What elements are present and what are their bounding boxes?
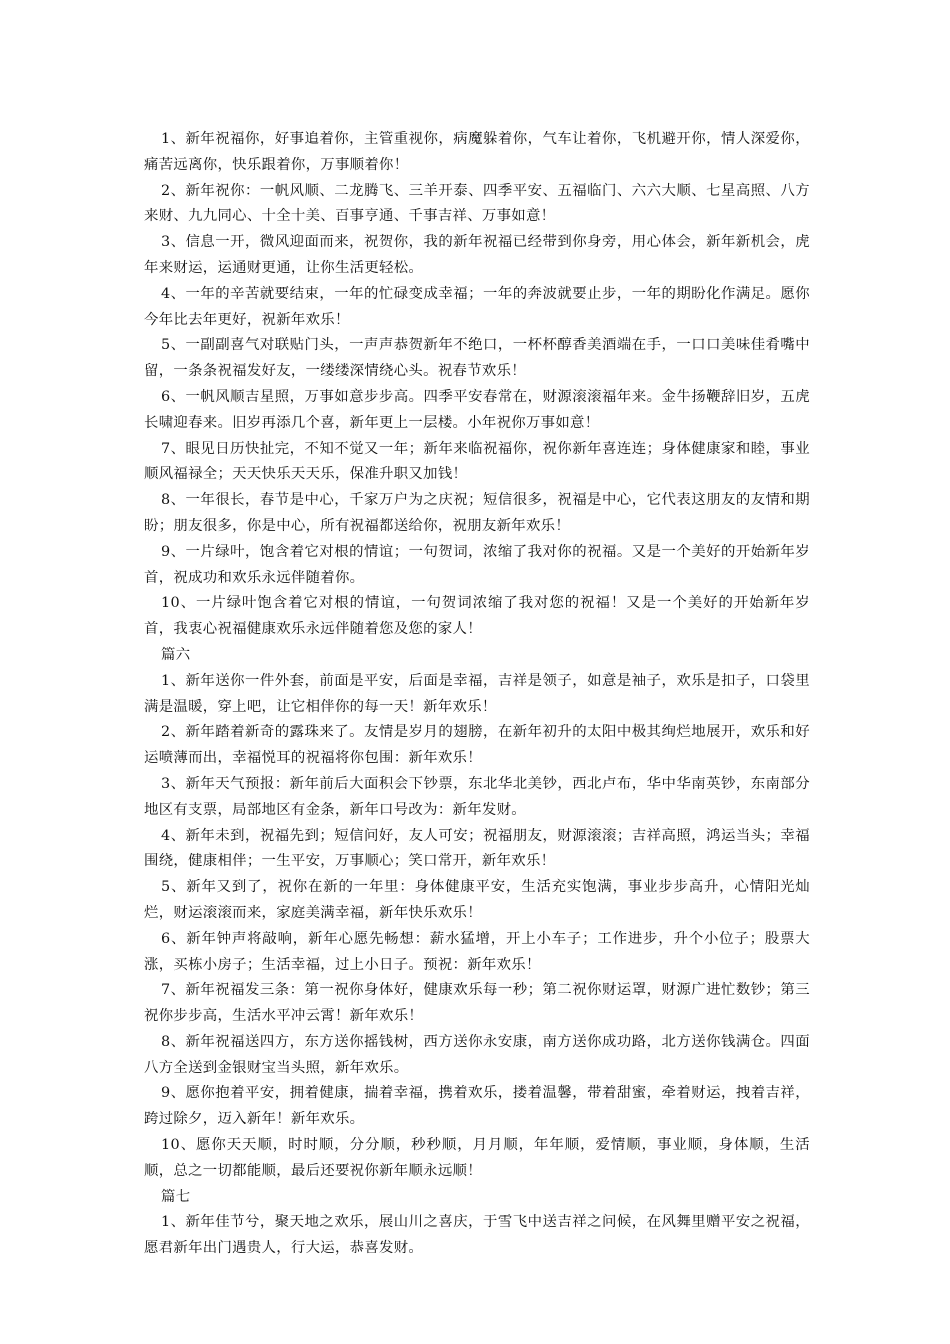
paragraph: 7、新年祝福发三条：第一祝你身体好，健康欢乐每一秒；第二祝你财运罩，财源广进忙数钞；第三祝你步步高，生活水平冲云霄！新年欢乐！	[144, 982, 810, 1025]
paragraph: 2、新年祝你：一帆风顺、二龙腾飞、三羊开泰、四季平安、五福临门、六六大顺、七星高照、八方来财、九九同心、十全十美、百事亨通、千事吉祥、万事如意！	[144, 182, 810, 225]
paragraph: 2、新年踏着新奇的露珠来了。友情是岁月的翅膀，在新年初升的太阳中极其绚烂地展开，欢乐和好运喷薄而出，幸福悦耳的祝福将你包围：新年欢乐！	[144, 724, 810, 767]
paragraph: 3、新年天气预报：新年前后大面积会下钞票，东北华北美钞，西北卢布，华中华南英钞，东南部分地区有支票，局部地区有金条，新年口号改为：新年发财。	[144, 775, 810, 818]
section-seven	[144, 1185, 810, 1262]
paragraph: 8、一年很长，春节是中心，千家万户为之庆祝；短信很多，祝福是中心，它代表这朋友的友情和期盼；朋友很多，你是中心，所有祝福都送给你，祝朋友新年欢乐！	[144, 492, 810, 534]
paragraph: 9、愿你抱着平安，拥着健康，揣着幸福，携着欢乐，搂着温馨，带着甜蜜，牵着财运，拽着吉祥，跨过除夕，迈入新年！新年欢乐。	[144, 1085, 810, 1128]
paragraph: 8、新年祝福送四方，东方送你摇钱树，西方送你永安康，南方送你成功路，北方送你钱满仓。四面八方全送到金银财宝当头照，新年欢乐。	[144, 1033, 810, 1076]
section-six	[144, 643, 810, 1185]
paragraph: 10、愿你天天顺，时时顺，分分顺，秒秒顺，月月顺，年年顺，爱情顺，事业顺，身体顺，生活顺，总之一切都能顺，最后还要祝你新年顺永远顺！	[144, 1137, 810, 1179]
paragraph: 5、一副副喜气对联贴门头，一声声恭贺新年不绝口，一杯杯醇香美酒端在手，一口口美味佳肴嘴中留，一条条祝福发好友，一缕缕深情绕心头。祝春节欢乐！	[144, 337, 810, 380]
section-heading: 篇七	[161, 1188, 191, 1205]
paragraph: 10、一片绿叶饱含着它对根的情谊，一句贺词浓缩了我对您的祝福！又是一个美好的开始新年岁首，我衷心祝福健康欢乐永远伴随着您及您的家人！	[144, 595, 810, 638]
paragraph: 4、一年的辛苦就要结束，一年的忙碌变成幸福；一年的奔波就要止步，一年的期盼化作满足。愿你今年比去年更好，祝新年欢乐！	[144, 285, 810, 328]
section-intro	[144, 127, 810, 643]
paragraph: 3、信息一开，微风迎面而来，祝贺你，我的新年祝福已经带到你身旁，用心体会，新年新机会，虎年来财运，运通财更通，让你生活更轻松。	[144, 234, 810, 276]
paragraph: 6、一帆风顺吉星照，万事如意步步高。四季平安春常在，财源滚滚福年来。金牛扬鞭辞旧岁，五虎长啸迎春来。旧岁再添几个喜，新年更上一层楼。小年祝你万事如意！	[144, 388, 810, 431]
paragraph: 4、新年未到，祝福先到；短信问好，友人可安；祝福朋友，财源滚滚；吉祥高照，鸿运当头；幸福围绕，健康相伴；一生平安，万事顺心；笑口常开，新年欢乐！	[144, 827, 810, 870]
section-heading: 篇六	[161, 646, 191, 663]
paragraph: 5、新年又到了，祝你在新的一年里：身体健康平安，生活充实饱满，事业步步高升，心情阳光灿烂，财运滚滚而来，家庭美满幸福，新年快乐欢乐！	[144, 879, 810, 921]
document-body	[144, 127, 810, 1262]
paragraph: 9、一片绿叶，饱含着它对根的情谊；一句贺词，浓缩了我对你的祝福。又是一个美好的开始新年岁首，祝成功和欢乐永远伴随着你。	[144, 543, 810, 586]
paragraph: 6、新年钟声将敲响，新年心愿先畅想：薪水猛增，开上小车子；工作进步，升个小位子；股票大涨，买栋小房子；生活幸福，过上小日子。预祝：新年欢乐！	[144, 930, 810, 973]
paragraph: 1、新年佳节兮，聚天地之欢乐，展山川之喜庆，于雪飞中送吉祥之问候，在风舞里赠平安之祝福，愿君新年出门遇贵人，行大运，恭喜发财。	[144, 1214, 810, 1257]
paragraph: 1、新年送你一件外套，前面是平安，后面是幸福，吉祥是领子，如意是袖子，欢乐是扣子，口袋里满是温暖，穿上吧，让它相伴你的每一天！新年欢乐！	[144, 672, 810, 715]
paragraph: 7、眼见日历快扯完，不知不觉又一年；新年来临祝福你，祝你新年喜连连；身体健康家和睦，事业顺风福禄全；天天快乐天天乐，保准升职又加钱！	[144, 440, 810, 483]
paragraph: 1、新年祝福你，好事追着你，主管重视你，病魔躲着你，气车让着你，飞机避开你，情人深爱你，痛苦远离你，快乐跟着你，万事顺着你！	[144, 131, 810, 173]
